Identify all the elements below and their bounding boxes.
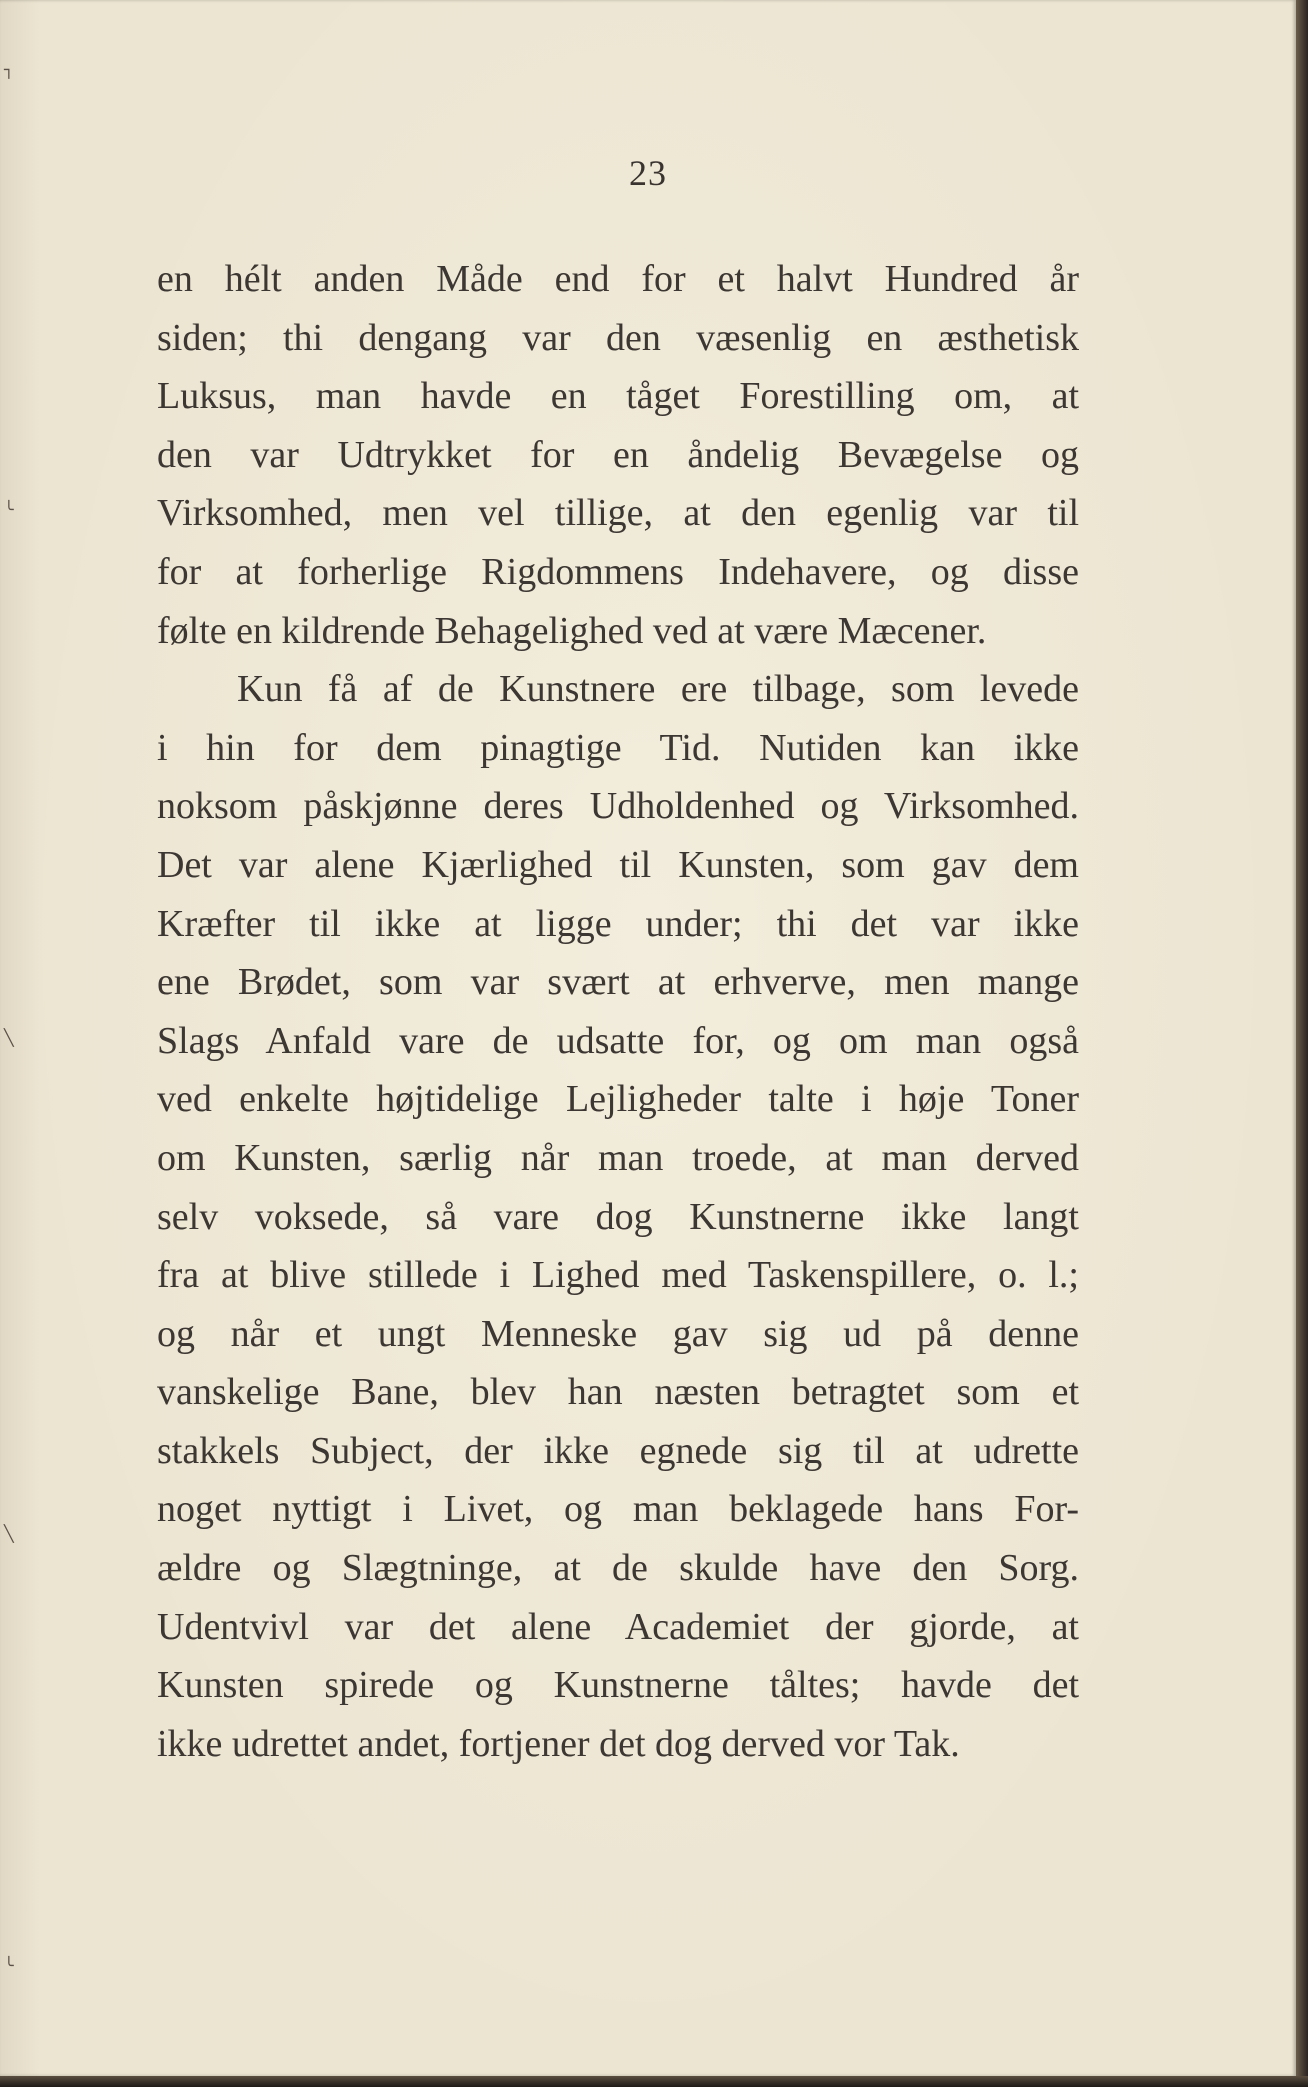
text-line: og når et ungt Menneske gav sig ud på denne	[157, 1312, 1079, 1355]
text-line: Det var alene Kjærlighed til Kunsten, som gav dem	[157, 843, 1079, 886]
text-line: i hin for dem pinagtige Tid. Nutiden kan ikke	[157, 726, 1079, 769]
text-line: Kunsten spirede og Kunstnerne tåltes; havde det	[157, 1664, 1079, 1707]
text-line: Slags Anfald vare de udsatte for, og om man også	[157, 1019, 1079, 1062]
text-line: noget nyttigt i Livet, og man beklagede hans For-	[157, 1488, 1079, 1531]
binding-mark-icon: ╰	[4, 500, 14, 519]
text-line: den var Udtrykket for en åndelig Bevægelse og	[157, 433, 1079, 476]
text-line: selv voksede, så vare dog Kunstnerne ikke langt	[157, 1195, 1079, 1238]
text-line: Luksus, man havde en tåget Forestilling om, at	[157, 375, 1079, 418]
text-line: ikke udrettet andet, fortjener det dog derved vor Tak.	[157, 1722, 960, 1765]
text-line: om Kunsten, særlig når man troede, at man derved	[157, 1136, 1079, 1179]
page-edge-bottom	[0, 2076, 1308, 2087]
text-line: ved enkelte højtidelige Lejligheder talte i høje Toner	[157, 1078, 1079, 1121]
text-line: Virksomhed, men vel tillige, at den egenlig var til	[157, 492, 1079, 535]
text-line: siden; thi dengang var den væsenlig en æsthetisk	[157, 316, 1079, 359]
text-line: ene Brødet, som var svært at erhverve, men mange	[157, 961, 1079, 1004]
text-line: stakkels Subject, der ikke egnede sig til at udrette	[157, 1429, 1079, 1472]
text-line: Kræfter til ikke at ligge under; thi det var ikke	[157, 902, 1079, 945]
binding-mark-icon: ┐	[4, 60, 14, 79]
binding-mark-icon: ╲	[4, 1524, 14, 1543]
text-line: ældre og Slægtninge, at de skulde have den Sorg.	[157, 1547, 1079, 1590]
binding-mark-icon: ╲	[4, 1028, 14, 1047]
page-edge-right	[1296, 0, 1308, 2087]
page-number: 23	[629, 153, 667, 193]
text-line: en hélt anden Måde end for et halvt Hundred år	[157, 258, 1079, 300]
text-line: for at forherlige Rigdommens Indehavere, og disse	[157, 550, 1079, 593]
binding-mark-icon: ╰	[4, 1956, 14, 1975]
text-line: vanskelige Bane, blev han næsten betragtet som et	[157, 1371, 1079, 1414]
text-line: Udentvivl var det alene Academiet der gjorde, at	[157, 1605, 1079, 1648]
text-line: noksom påskjønne deres Udholdenhed og Virksomhed.	[157, 785, 1079, 828]
text-line: fra at blive stillede i Lighed med Taskenspillere, o. l.;	[157, 1254, 1079, 1297]
text-line: følte en kildrende Behagelighed ved at være Mæcener.	[157, 609, 987, 652]
paragraph-start-line: Kun få af de Kunstnere ere tilbage, som levede	[237, 668, 1079, 711]
body-text	[157, 250, 1079, 1773]
